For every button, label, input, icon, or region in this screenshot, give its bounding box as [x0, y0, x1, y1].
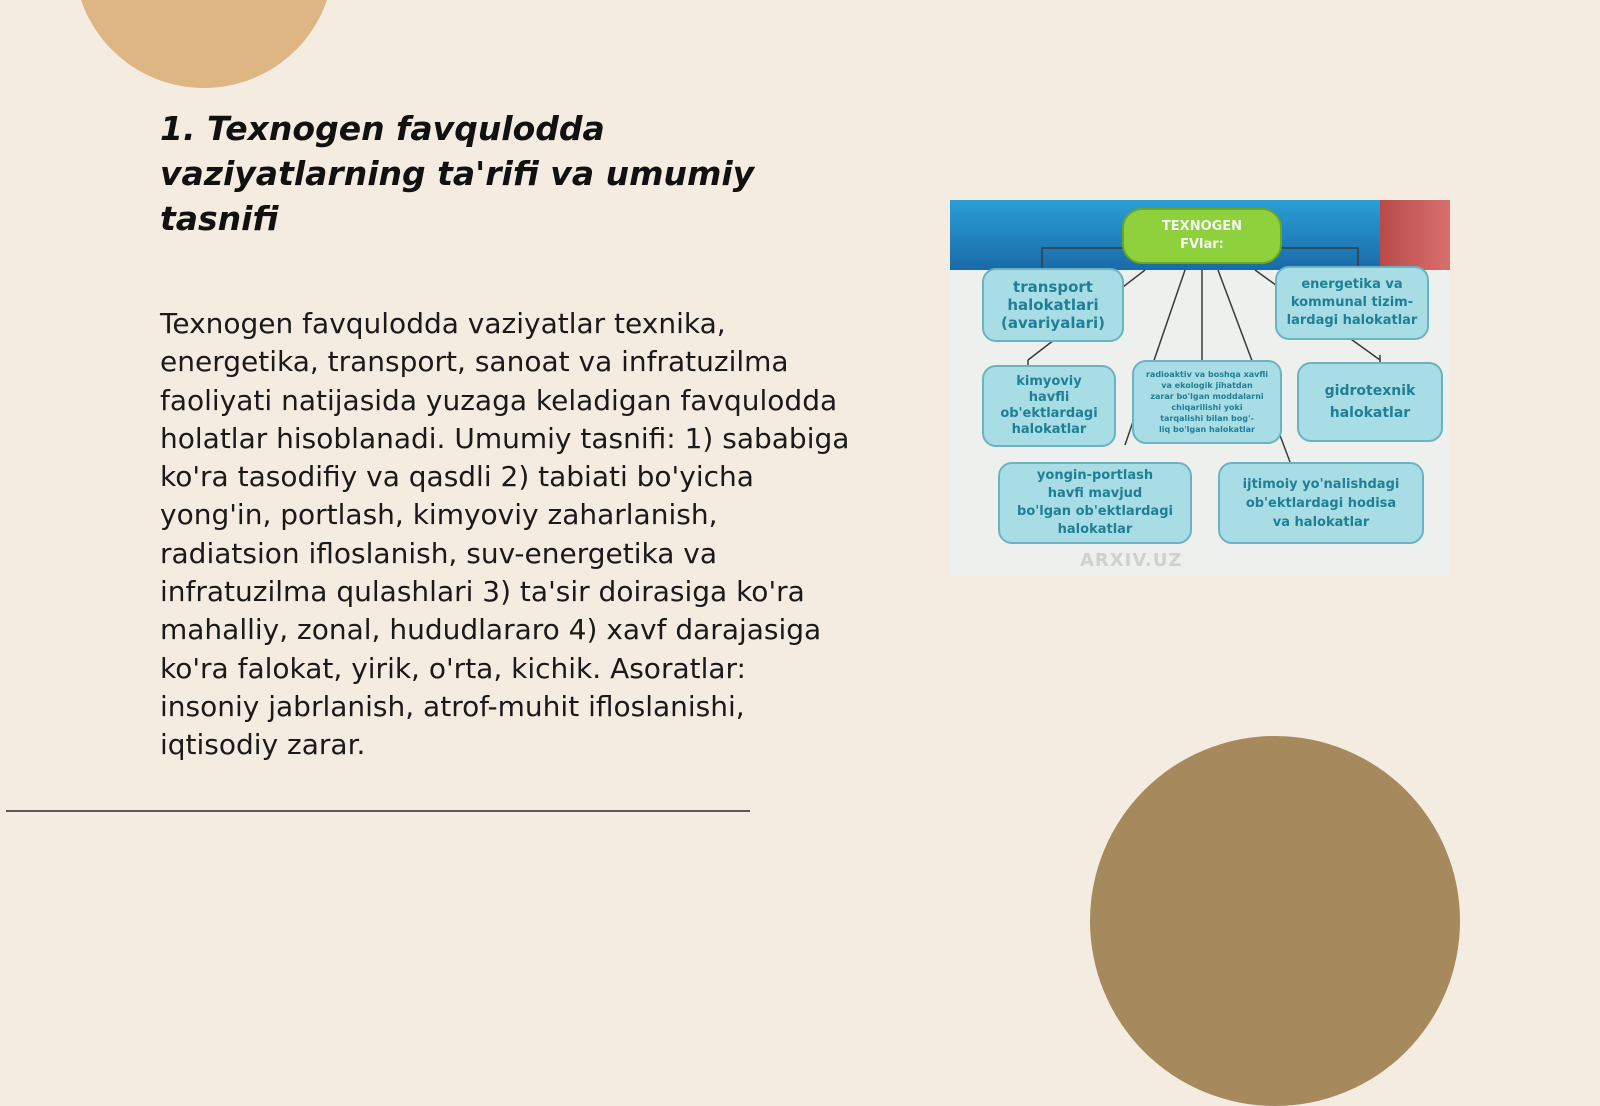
decorative-circle-bottom — [1090, 736, 1460, 1106]
slide-title: 1. Texnogen favqulodda vaziyatlarning ta'rifi va umumiy tasnifi — [160, 109, 755, 238]
diagram-node-transport: transport halokatlari (avariyalari) — [982, 268, 1124, 342]
diagram-node-ijtimoiy: ijtimoiy yo'nalishdagi ob'ektlardagi hodisa va halokatlar — [1218, 462, 1424, 544]
slide-body-text: Texnogen favqulodda vaziyatlar texnika, energetika, transport, sanoat va infratuzilma faoliyati natijasida yuzaga keladigan favqulodda holatlar hisoblanadi. Umumiy tasnifi: 1) sababiga ko'ra tasodifiy va qasdli 2) tabiati bo'yicha yong'in, portlash, kimyoviy zaharlanish, radiatsion ifloslanish, suv-energetika va infratuzilma qulashlari 3) ta'sir doirasiga ko'ra mahalliy, zonal, hududlararo 4) xavf darajasiga ko'ra falokat, yirik, o'rta, kichik. Asoratlar: insoniy jabrlanish, atrof-muhit ifloslanishi, iqtisodiy zarar. — [160, 307, 850, 762]
decorative-circle-top — [74, 0, 334, 88]
footer-divider-line — [6, 810, 750, 812]
diagram-node-kimyoviy: kimyoviy havfli ob'ektlardagi halokatlar — [982, 365, 1116, 447]
diagram-node-radioaktiv: radioaktiv va boshqa xavfli va ekologik jihatdan zarar bo'lgan moddalarni chiqarilishi yoki tarqalishi bilan bog'- liq bo'lgan halokatlar — [1132, 360, 1282, 444]
diagram-node-yongin-portlash: yongin-portlash havfi mavjud bo'lgan ob'ektlardagi halokatlar — [998, 462, 1192, 544]
diagram-node-gidrotexnik: gidrotexnik halokatlar — [1297, 362, 1443, 442]
diagram-watermark: ARXIV.UZ — [1080, 550, 1183, 571]
diagram-root-node: TEXNOGEN FVlar: — [1122, 208, 1282, 264]
classification-diagram-image — [950, 200, 1450, 576]
diagram-node-energetika: energetika va kommunal tizim- lardagi halokatlar — [1275, 266, 1429, 340]
